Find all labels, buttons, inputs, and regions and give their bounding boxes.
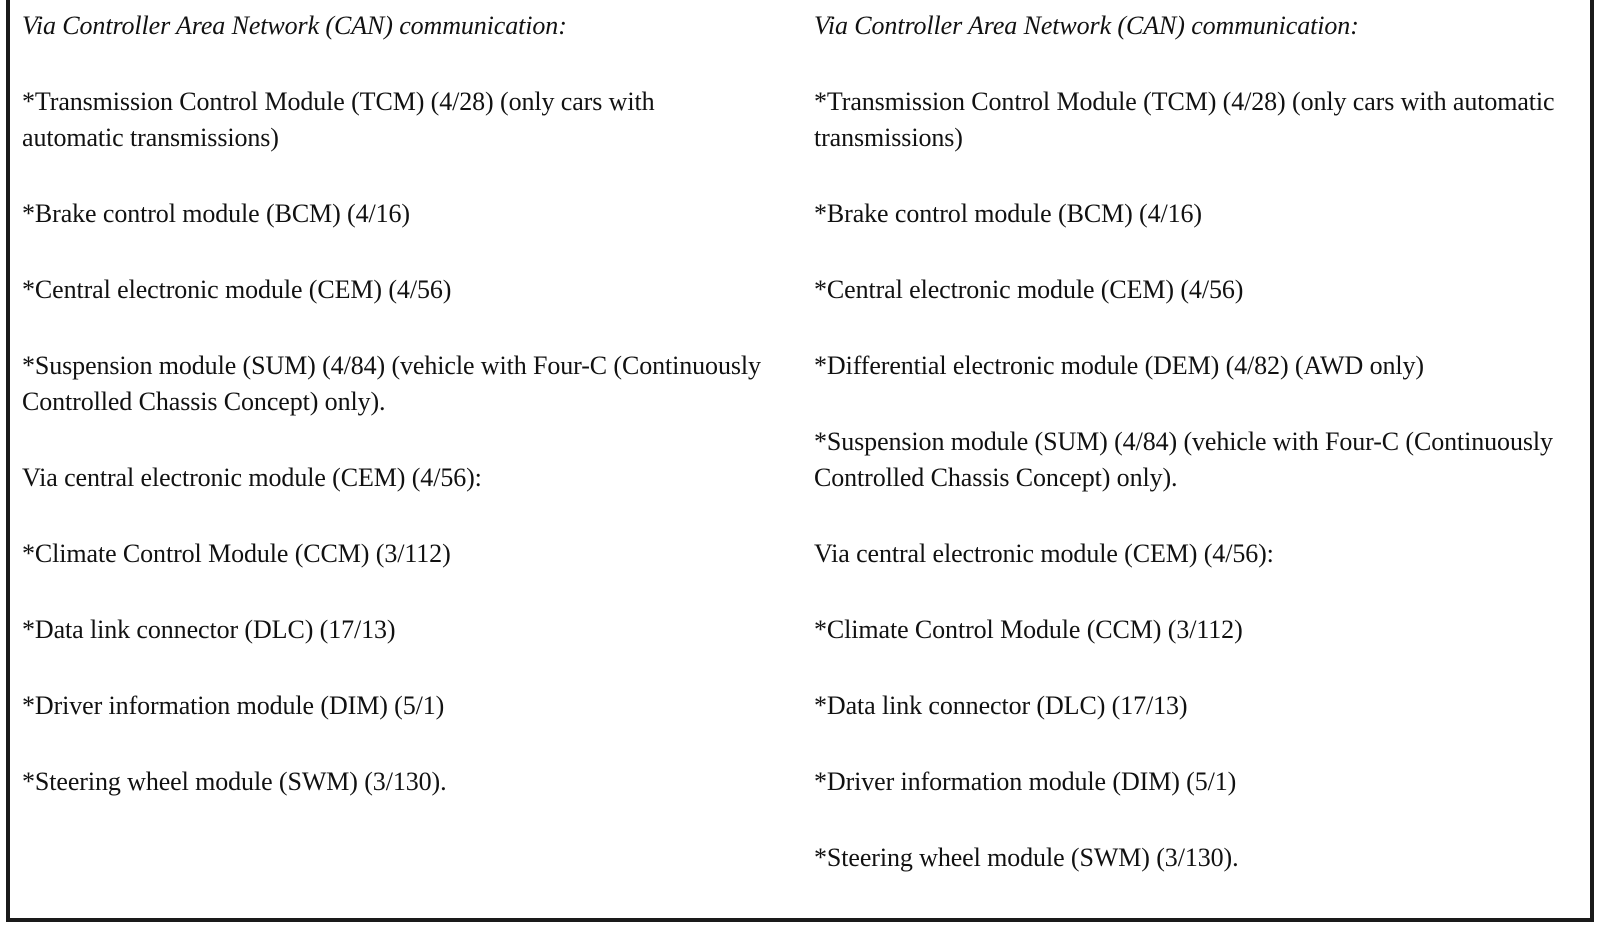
left-item-ccm: *Climate Control Module (CCM) (3/112) (22, 539, 451, 568)
right-column (814, 8, 1574, 876)
left-subheading-via-cem: Via central electronic module (CEM) (4/56): (22, 463, 482, 492)
right-item-dlc: *Data link connector (DLC) (17/13) (814, 691, 1188, 720)
left-item-sum: *Suspension module (SUM) (4/84) (vehicle with Four-C (Continuously Controlled Chassis Concept) only). (22, 351, 761, 416)
right-item-sum: *Suspension module (SUM) (4/84) (vehicle with Four-C (Continuously Controlled Chassis Concept) only). (814, 427, 1553, 492)
document-table-frame (6, 0, 1594, 922)
right-subheading-via-cem: Via central electronic module (CEM) (4/56): (814, 539, 1274, 568)
left-item-dim: *Driver information module (DIM) (5/1) (22, 691, 445, 720)
left-item-swm: *Steering wheel module (SWM) (3/130). (22, 767, 447, 796)
left-item-bcm: *Brake control module (BCM) (4/16) (22, 199, 410, 228)
right-item-bcm: *Brake control module (BCM) (4/16) (814, 199, 1202, 228)
right-item-cem: *Central electronic module (CEM) (4/56) (814, 275, 1244, 304)
right-item-dim: *Driver information module (DIM) (5/1) (814, 767, 1237, 796)
right-column-heading: Via Controller Area Network (CAN) communication: (814, 11, 1359, 40)
left-column (22, 8, 762, 800)
left-item-cem: *Central electronic module (CEM) (4/56) (22, 275, 452, 304)
right-item-ccm: *Climate Control Module (CCM) (3/112) (814, 615, 1243, 644)
right-item-swm: *Steering wheel module (SWM) (3/130). (814, 843, 1239, 872)
left-item-dlc: *Data link connector (DLC) (17/13) (22, 615, 396, 644)
right-item-dem: *Differential electronic module (DEM) (4/82) (AWD only) (814, 351, 1424, 380)
right-item-tcm: *Transmission Control Module (TCM) (4/28) (only cars with automatic transmissions) (814, 87, 1555, 152)
left-item-tcm: *Transmission Control Module (TCM) (4/28) (only cars with automatic transmissions) (22, 87, 655, 152)
left-column-heading: Via Controller Area Network (CAN) communication: (22, 11, 567, 40)
